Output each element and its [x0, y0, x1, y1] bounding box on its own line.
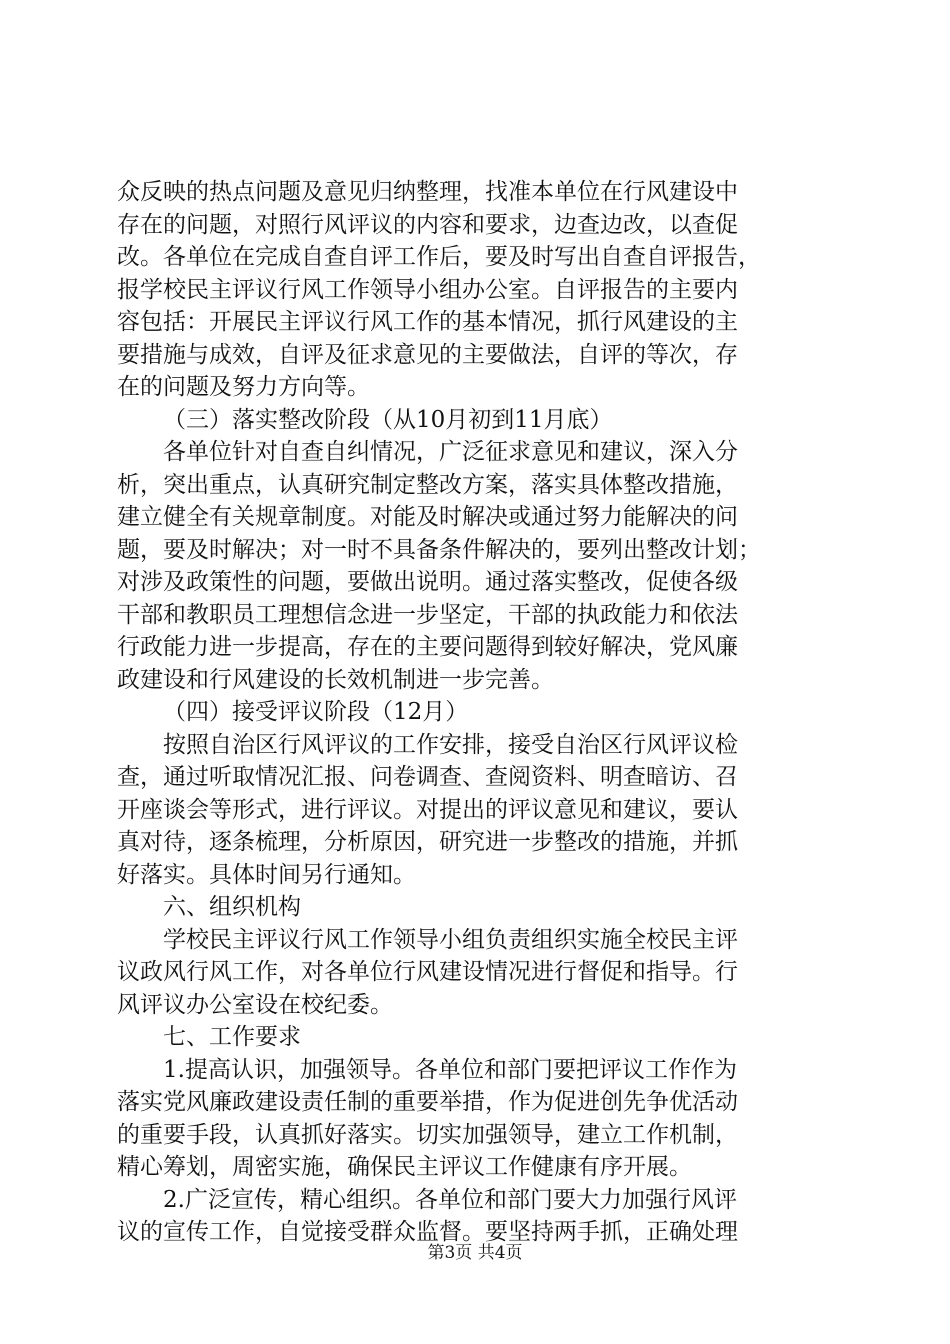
text-line: （三）落实整改阶段（从10月初到11月底） [163, 406, 613, 433]
text-line: 2.广泛宣传，精心组织。各单位和部门要大力加强行风评 [163, 1186, 737, 1213]
text-line: 析，突出重点，认真研究制定整改方案，落实具体整改措施， [117, 471, 738, 498]
text-line: 的重要手段，认真抓好落实。切实加强领导，建立工作机制， [117, 1121, 738, 1148]
document-body [117, 176, 833, 1249]
text-line: 存在的问题，对照行风评议的内容和要求，边查边改，以查促 [117, 211, 738, 238]
text-line: 题，要及时解决；对一时不具备条件解决的，要列出整改计划； [117, 536, 761, 563]
page-footer [0, 1242, 950, 1264]
page-number-label: 第3页 共4页 [427, 1243, 523, 1263]
text-line: 议政风行风工作，对各单位行风建设情况进行督促和指导。行 [117, 959, 738, 985]
text-line: （四）接受评议阶段（12月） [163, 699, 469, 725]
text-line: 建立健全有关规章制度。对能及时解决或通过努力能解决的问 [117, 504, 738, 530]
text-line: 对涉及政策性的问题，要做出说明。通过落实整改，促使各级 [117, 569, 738, 595]
text-line: 干部和教职员工理想信念进一步坚定，干部的执政能力和依法 [117, 601, 738, 628]
text-line: 要措施与成效，自评及征求意见的主要做法，自评的等次，存 [117, 341, 738, 368]
text-line: 查，通过听取情况汇报、问卷调查、查阅资料、明查暗访、召 [117, 764, 738, 790]
text-line: 报学校民主评议行风工作领导小组办公室。自评报告的主要内 [117, 276, 738, 303]
text-line: 六、组织机构 [163, 894, 301, 920]
text-line: 开座谈会等形式，进行评议。对提出的评议意见和建议，要认 [117, 796, 738, 823]
text-line: 风评议办公室设在校纪委。 [117, 991, 393, 1018]
text-line: 各单位针对自查自纠情况，广泛征求意见和建议，深入分 [163, 439, 738, 465]
text-line: 学校民主评议行风工作领导小组负责组织实施全校民主评 [163, 926, 738, 953]
text-line: 容包括：开展民主评议行风工作的基本情况，抓行风建设的主 [117, 309, 738, 335]
text-line: 政建设和行风建设的长效机制进一步完善。 [117, 666, 554, 693]
text-line: 真对待，逐条梳理，分析原因，研究进一步整改的措施，并抓 [117, 829, 738, 855]
text-line: 行政能力进一步提高，存在的主要问题得到较好解决，党风廉 [117, 634, 738, 660]
text-line: 精心筹划，周密实施，确保民主评议工作健康有序开展。 [117, 1154, 692, 1180]
text-line: 众反映的热点问题及意见归纳整理，找准本单位在行风建设中 [117, 179, 738, 205]
text-line: 改。各单位在完成自查自评工作后，要及时写出自查自评报告， [117, 244, 761, 270]
text-line: 七、工作要求 [163, 1024, 301, 1050]
text-line: 好落实。具体时间另行通知。 [117, 861, 416, 888]
text-line: 议的宣传工作，自觉接受群众监督。要坚持两手抓，正确处理 [117, 1219, 738, 1245]
text-line: 在的问题及努力方向等。 [117, 374, 370, 400]
text-line: 落实党风廉政建设责任制的重要举措，作为促进创先争优活动 [117, 1089, 738, 1115]
text-line: 按照自治区行风评议的工作安排，接受自治区行风评议检 [163, 731, 738, 758]
text-line: 1.提高认识，加强领导。各单位和部门要把评议工作作为 [163, 1056, 737, 1083]
